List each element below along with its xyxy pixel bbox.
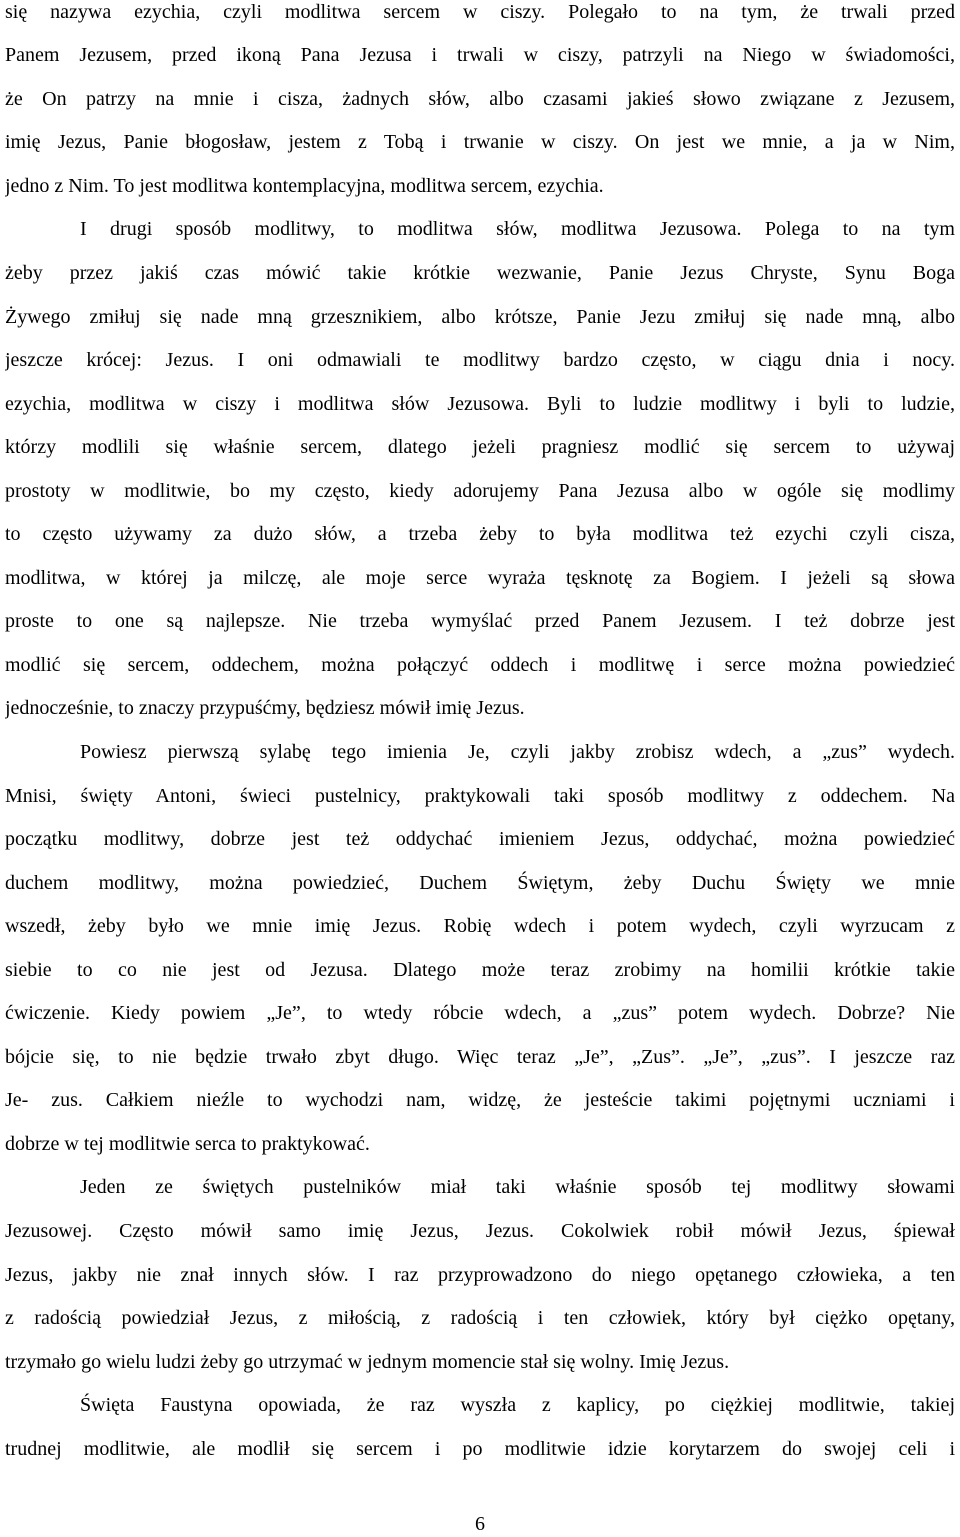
text-line: siebie to co nie jest od Jezusa. Dlatego może teraz zrobimy na homilii krótkie takie [5,959,955,981]
text-line: dobrze w tej modlitwie serca to praktykować. [5,1133,370,1155]
text-line: Jezusowej. Często mówił samo imię Jezus, Jezus. Cokolwiek robił mówił Jezus, śpiewał [5,1220,955,1242]
text-line: Je- zus. Całkiem nieźle to wychodzi nam, widzę, że jesteście takimi pojętnymi uczniami i [5,1089,955,1111]
text-line: duchem modlitwy, można powiedzieć, Duchem Świętym, żeby Duchu Święty we mnie [5,872,955,894]
text-line: jedno z Nim. To jest modlitwa kontemplacyjna, modlitwa sercem, ezychia. [5,175,604,197]
text-line: Święta Faustyna opowiada, że raz wyszła z kaplicy, po ciężkiej modlitwie, takiej [80,1394,955,1416]
text-line: modlitwa, w której ja milczę, ale moje serce wyraża tęsknotę za Bogiem. I jeżeli są słowa [5,567,955,589]
text-line: Powiesz pierwszą sylabę tego imienia Je, czyli jakby zrobisz wdech, a „zus” wydech. [80,741,955,763]
text-line: którzy modlili się właśnie sercem, dlatego jeżeli pragniesz modlić się sercem to używaj [5,436,955,458]
text-line: się nazywa ezychia, czyli modlitwa sercem w ciszy. Polegało to na tym, że trwali przed [5,1,955,23]
text-line: że On patrzy na mnie i cisza, żadnych słów, albo czasami jakieś słowo związane z Jezusem, [5,88,955,110]
text-line: żeby przez jakiś czas mówić takie krótkie wezwanie, Panie Jezus Chryste, Synu Boga [5,262,955,284]
text-line: wszedł, żeby było we mnie imię Jezus. Robię wdech i potem wydech, czyli wyrzucam z [5,915,955,937]
text-line: trudnej modlitwie, ale modlił się sercem i po modlitwie idzie korytarzem do swojej celi i [5,1438,955,1460]
text-line: to często używamy za dużo słów, a trzeba żeby to była modlitwa też ezychi czyli cisza, [5,523,955,545]
text-line: bójcie się, to nie będzie trwało zbyt długo. Więc teraz „Je”, „Zus”. „Je”, „zus”. I jeszcze raz [5,1046,955,1068]
text-line: modlić się sercem, oddechem, można połączyć oddech i modlitwę i serce można powiedzieć [5,654,955,676]
text-line: proste to one są najlepsze. Nie trzeba wymyślać przed Panem Jezusem. I też dobrze jest [5,610,955,632]
text-line: ćwiczenie. Kiedy powiem „Je”, to wtedy róbcie wdech, a „zus” potem wydech. Dobrze? Nie [5,1002,955,1024]
text-line: Jezus, jakby nie znał innych słów. I raz przyprowadzono do niego opętanego człowieka, a ten [5,1264,955,1286]
text-line: początku modlitwy, dobrze jest też oddychać imieniem Jezus, oddychać, można powiedzieć [5,828,955,850]
text-line: z radością powiedział Jezus, z miłością, z radością i ten człowiek, który był ciężko opętany, [5,1307,955,1329]
text-line: prostoty w modlitwie, bo my często, kiedy adorujemy Pana Jezusa albo w ogóle się modlimy [5,480,955,502]
text-line: I drugi sposób modlitwy, to modlitwa słów, modlitwa Jezusowa. Polega to na tym [80,218,955,240]
text-line: Panem Jezusem, przed ikoną Pana Jezusa i trwali w ciszy, patrzyli na Niego w świadomości, [5,44,955,66]
text-line: Jeden ze świętych pustelników miał taki właśnie sposób tej modlitwy słowami [80,1176,955,1198]
page-number: 6 [475,1513,485,1535]
text-line: ezychia, modlitwa w ciszy i modlitwa słów Jezusowa. Byli to ludzie modlitwy i byli to ludzie, [5,393,955,415]
text-line: Żywego zmiłuj się nade mną grzesznikiem, albo krótsze, Panie Jezu zmiłuj się nade mną, albo [5,306,955,328]
text-line: jeszcze krócej: Jezus. I oni odmawiali te modlitwy bardzo często, w ciągu dnia i nocy. [5,349,955,371]
text-line: jednocześnie, to znaczy przypuśćmy, będziesz mówił imię Jezus. [5,697,525,719]
text-line: trzymało go wielu ludzi żeby go utrzymać w jednym momencie stał się wolny. Imię Jezus. [5,1351,730,1373]
text-line: Mnisi, święty Antoni, świeci pustelnicy, praktykowali taki sposób modlitwy z oddechem. Na [5,785,955,807]
text-line: imię Jezus, Panie błogosław, jestem z Tobą i trwanie w ciszy. On jest we mnie, a ja w Nim, [5,131,955,153]
